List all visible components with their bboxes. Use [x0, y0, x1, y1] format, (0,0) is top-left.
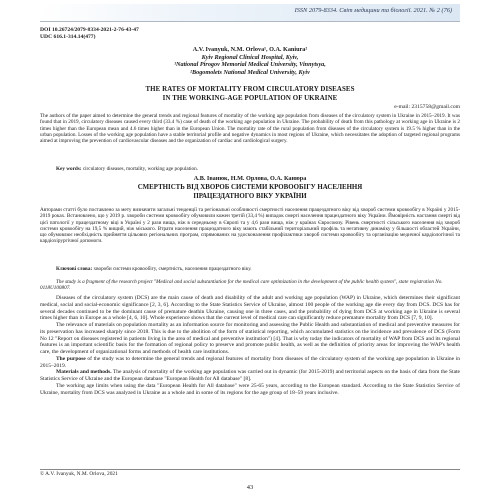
- institution-1: Kyiv Regional Clinical Hospital, Kyiv,: [201, 53, 299, 61]
- title-en: [40, 86, 460, 103]
- keywords-en-text: circulatory diseases, mortality, working age population.: [82, 166, 199, 172]
- keywords-en-label: Key words:: [56, 166, 82, 172]
- body-paragraph-5: The working age limits when using the data "European Health for All database" were 25-65 years, according to the European standard. According to the State Statistics Service of Ukraine, mortality from DCS was analyzed in Ukraine as a whole and in some of its regions for the age group of 18–59 years inclusive.: [40, 382, 460, 396]
- title-en-line-1: THE RATES OF MORTALITY FROM CIRCULATORY DISEASES: [145, 86, 355, 93]
- institution-2: ¹National Pirogov Memorial Medical University, Vinnytsya,: [174, 61, 326, 69]
- udc: UDC 616.1-314.14(477): [40, 34, 96, 41]
- title-en-line-2: IN THE WORKING-AGE POPULATION OF UKRAINE: [162, 94, 338, 102]
- copyright: © A.V. Ivanyuk, N.M. Orlova, 2021: [40, 471, 118, 477]
- author-email: e-mail: 2315758@gmail.com: [394, 104, 460, 110]
- article-body: [40, 295, 460, 396]
- authors-ua: А.В. Іванюк, Н.М. Орлова, О.А. Канюра: [193, 175, 307, 182]
- authors-en: [40, 46, 460, 76]
- body-paragraph-methods: [40, 369, 460, 383]
- methods-label: Materials and methods.: [56, 369, 112, 376]
- methods-text: The analysis of mortality of the working age population was carried out in dynamic (for 2015-2019) and territorial aspects on the basis of data from the State Statistics Service of Ukraine and the European database "European Health for All database" [8].: [40, 369, 460, 382]
- title-ua-line-2: ПРАЦЕЗДАТНОГО ВІКУ УКРАЇНИ: [193, 192, 307, 200]
- article-identifiers: [40, 27, 139, 42]
- journal-issn: ISSN 2079-8334. Світ медицини та біології. 2021. № 2 (76): [294, 7, 452, 14]
- title-ua: [40, 184, 460, 201]
- purpose-label: The purpose: [56, 355, 86, 362]
- body-paragraph-1: Diseases of the circulatory system (DCS) are the main cause of death and disability of the adult and working age population (WAP) in Ukraine, which determines their significant medical, social and social-economic significance [2, 3, 6]. According to the State Statistics Service of Ukraine, almost 100 people of the working age die every day from DCS. DCS has for several decades continued to be the dominant cause of premature deathin Ukraine, causing one in three cases, and the probability of dying from DCS at working age in Ukraine is several times higher than in Europe as a whole [4, 6, 10]. Whole experience shows that the current level of medical care can significantly reduce premature mortality from DCS [7, 9, 10].: [40, 295, 460, 322]
- doi: DOI 10.26724/2079-8334-2021-2-76-43-47: [40, 27, 139, 33]
- research-footnote: The study is a fragment of the research project "Medical and social substantiation for the medical care optimization in the development of the public health system", state registration No. 0118U100807.: [40, 279, 443, 292]
- author-names: A.V. Ivanyuk, N.M. Orlova¹, O.A. Kaniura²: [192, 46, 308, 53]
- purpose-text: of the study was to determine the general trends and regional features of mortality from diseases of the circulatory system of the working age population in Ukraine in 2015–2019.: [40, 355, 461, 369]
- body-paragraph-purpose: [40, 356, 460, 370]
- footer-rule: [40, 469, 460, 470]
- abstract-en: The authors of the paper aimed to determine the general trends and regional features of mortality of the working age population from diseases of the circulatory system in Ukraine in 2015–2019. It was found that in 2019, circulatory diseases caused every third (33.4 %) case of death of the working age population in Ukraine. The probability of death from this pathology at working age in Ukraine is 2 times higher than the European mean and 4.6 times higher than in the European Union. The mortality rate of the rural population from diseases of the circulatory system is 19.5 % higher than in the urban population. Losses of the working age population have a stable territorial profile and negative dynamics in most regions of Ukraine, which necessitates the adoption of targeted regional programs aimed at improving the prevention of cardiovascular diseases and the organization of cardiac and cardiological surgery.: [40, 113, 460, 144]
- page-number: 43: [246, 484, 254, 491]
- title-ua-line-1: СМЕРТНІСТЬ ВІД ХВОРОБ СИСТЕМИ КРОВООБІГУ НАСЕЛЕННЯ: [137, 184, 363, 191]
- keywords-ua-label: Ключові слова:: [56, 266, 93, 272]
- abstract-ua: Авторами статті було поставлено за мету визначити загальні тенденції та регіональні особливості смертності населення працездатного віку від хвороб системи кровообігу в Україні у 2015-2019 роках. Встановлено, що у 2019 р. хвороби системи кровообігу обумовили кожен третій (33,4 %) випадок смерті населення працездатного віку України. Ймовірність настання смерті від цієї патології у працездатному віці в Україні у 2 рази вища, ніж в середньому в Європі та у 4,6 рази вища, ніж у країнах Євросоюзу. Рівень смертності сільського населення від хвороб системи кровообігу на 19,5 % вищий, ніж міського. Втрати населення працездатного віку мають стабільний територіальний профіль та негативну динаміку у більшості областей України, що обумовлює необхідність прийняття цільових регіональних програм, спрямованих на удосконалення профілактики хвороб системи кровообігу та організацію медичної кардіологічної та кардіохірургічної допомоги.: [40, 207, 460, 245]
- keywords-ua-text: хвороби системи кровообігу, смертність, населення працездатного віку.: [93, 266, 252, 272]
- body-paragraph-2: The relevance of materials on population mortality as an information source for monitoring and assessing the Public Health and substantiation of medical and preventive measures for its preservation has increased sharply since 2018. This is due to the abolition of the form of statistical reporting, which accumulated statistics on the incidence and prevalence of DCS (Form No 12 "Report on diseases registered in patients living in the area of medical and preventive institution") [4]. That is why today the indicators of mortality of WAP from DCS and its regional features is an important scientific basis for the formation of regional policy to preserve and promote public health, as well as the definition of priority areas for improving the WAP's health care, the development of organizational forms and methods of health care institutions.: [40, 322, 460, 355]
- header-rule: [40, 21, 460, 22]
- keywords-ua: [40, 266, 460, 272]
- journal-header: [40, 4, 460, 24]
- institution-3: ²Bogomolets National Medical University, Kyiv: [190, 68, 310, 76]
- keywords-en: [40, 166, 460, 172]
